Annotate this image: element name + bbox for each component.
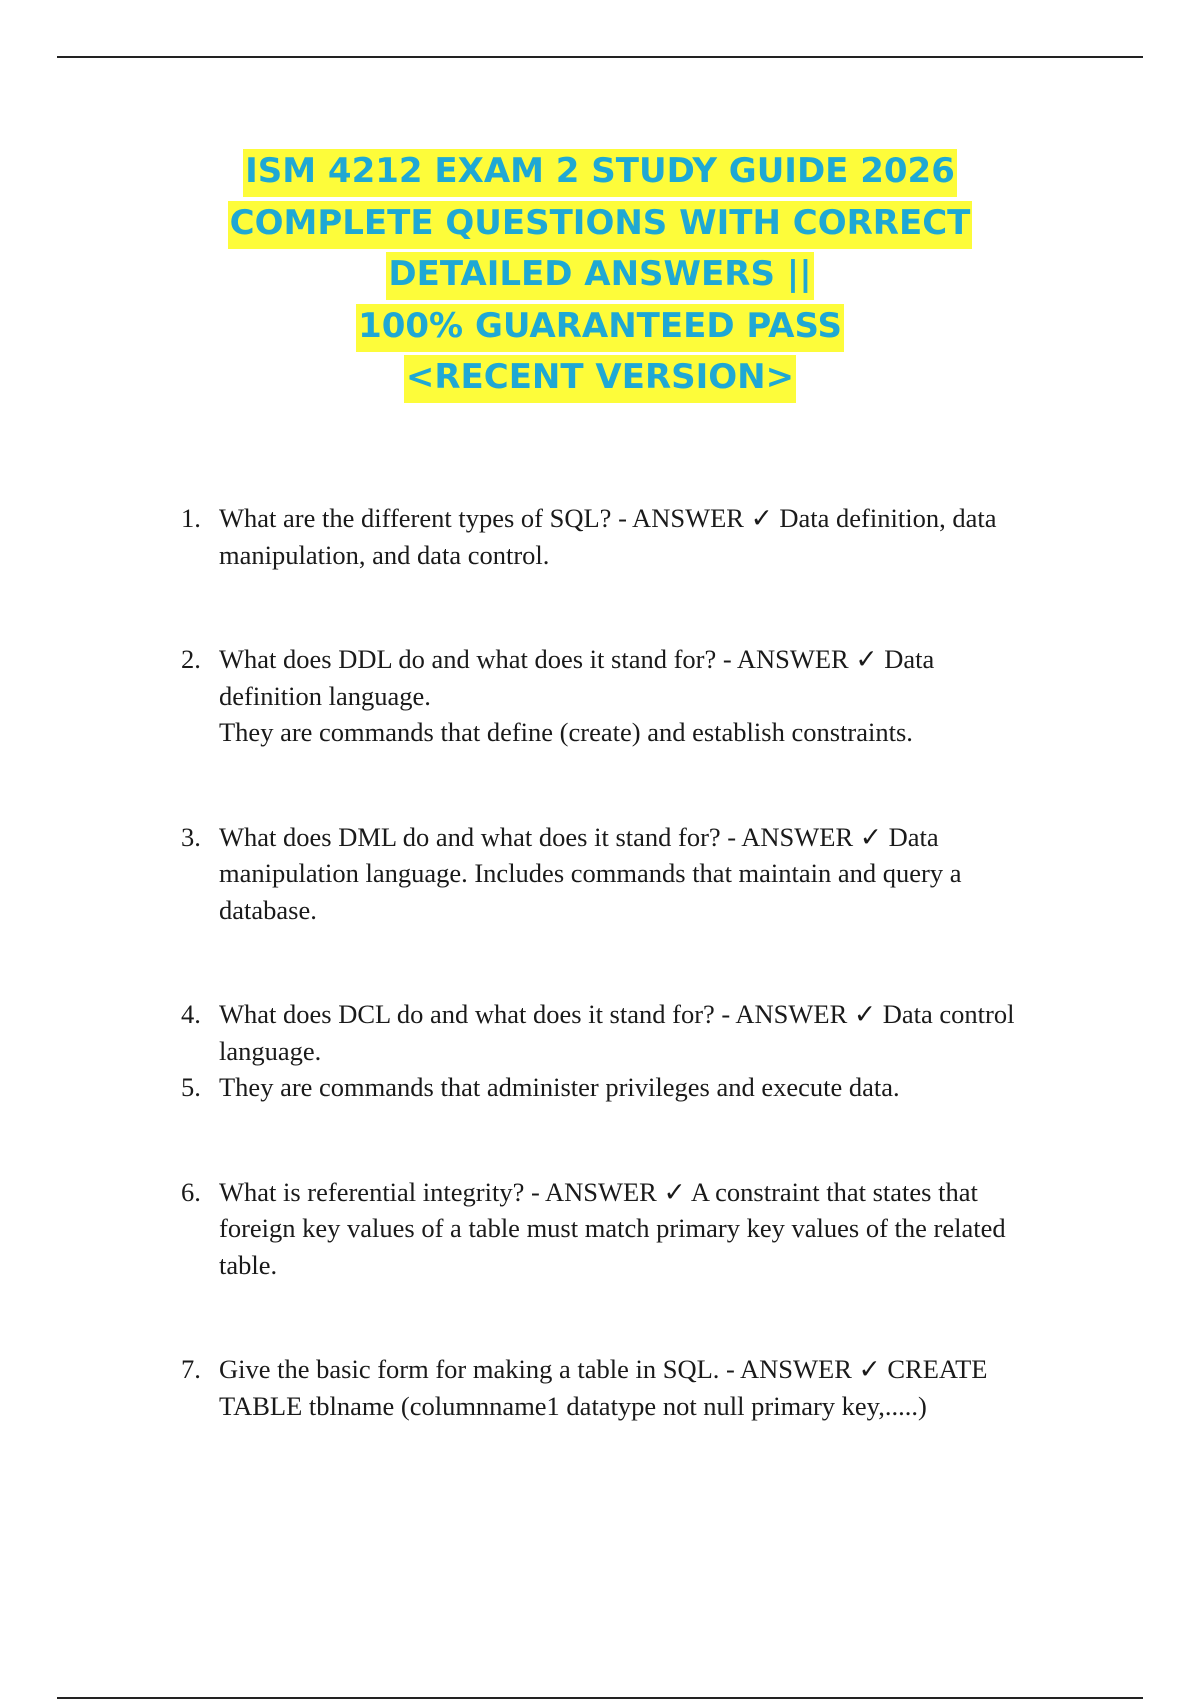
- item-number: 7.: [181, 1354, 201, 1384]
- bottom-rule: [57, 1697, 1143, 1699]
- document-title: [0, 146, 1200, 404]
- item-line: database.: [219, 894, 317, 925]
- question-list: [0, 500, 1200, 1424]
- item-line: foreign key values of a table must match primary key values of the related: [219, 1213, 1006, 1243]
- list-item-5: [0, 1069, 1200, 1106]
- item-line: table.: [219, 1249, 278, 1280]
- list-item-4: [0, 996, 1200, 1069]
- item-line: They are commands that define (create) and establish constraints.: [219, 717, 913, 747]
- item-line: What does DML do and what does it stand for? - ANSWER ✓ Data: [219, 821, 939, 852]
- title-line-3: DETAILED ANSWERS ||: [0, 249, 1200, 301]
- item-line: What does DDL do and what does it stand for? - ANSWER ✓ Data: [219, 644, 935, 674]
- item-number: 5.: [181, 1072, 201, 1102]
- list-item-6: [0, 1174, 1200, 1284]
- item-line: They are commands that administer privileges and execute data.: [219, 1072, 900, 1102]
- item-line: manipulation, and data control.: [219, 539, 550, 570]
- item-line: manipulation language. Includes commands that maintain and query a: [219, 858, 962, 888]
- item-line: TABLE tblname (columnname1 datatype not null primary key,.....): [219, 1390, 927, 1421]
- title-line-1: ISM 4212 EXAM 2 STUDY GUIDE 2026: [0, 146, 1200, 198]
- item-number: 3.: [181, 821, 201, 852]
- item-line: Give the basic form for making a table in SQL. - ANSWER ✓ CREATE: [219, 1354, 988, 1384]
- list-item-3: [0, 819, 1200, 929]
- title-line-5: <RECENT VERSION>: [0, 352, 1200, 404]
- top-rule: [57, 56, 1143, 58]
- item-number: 2.: [181, 644, 201, 674]
- item-line: definition language.: [219, 680, 431, 711]
- item-number: 1.: [181, 503, 201, 533]
- item-line: What does DCL do and what does it stand for? - ANSWER ✓ Data control: [219, 999, 1015, 1029]
- list-item-7: [0, 1351, 1200, 1424]
- list-item-1: [0, 500, 1200, 573]
- item-number: 6.: [181, 1176, 201, 1207]
- item-number: 4.: [181, 999, 201, 1029]
- title-line-2: COMPLETE QUESTIONS WITH CORRECT: [0, 198, 1200, 250]
- title-line-4: 100% GUARANTEED PASS: [0, 301, 1200, 353]
- item-line: language.: [219, 1035, 322, 1066]
- item-line: What are the different types of SQL? - ANSWER ✓ Data definition, data: [219, 503, 997, 533]
- item-line: What is referential integrity? - ANSWER ✓ A constraint that states that: [219, 1176, 978, 1207]
- list-item-2: [0, 641, 1200, 751]
